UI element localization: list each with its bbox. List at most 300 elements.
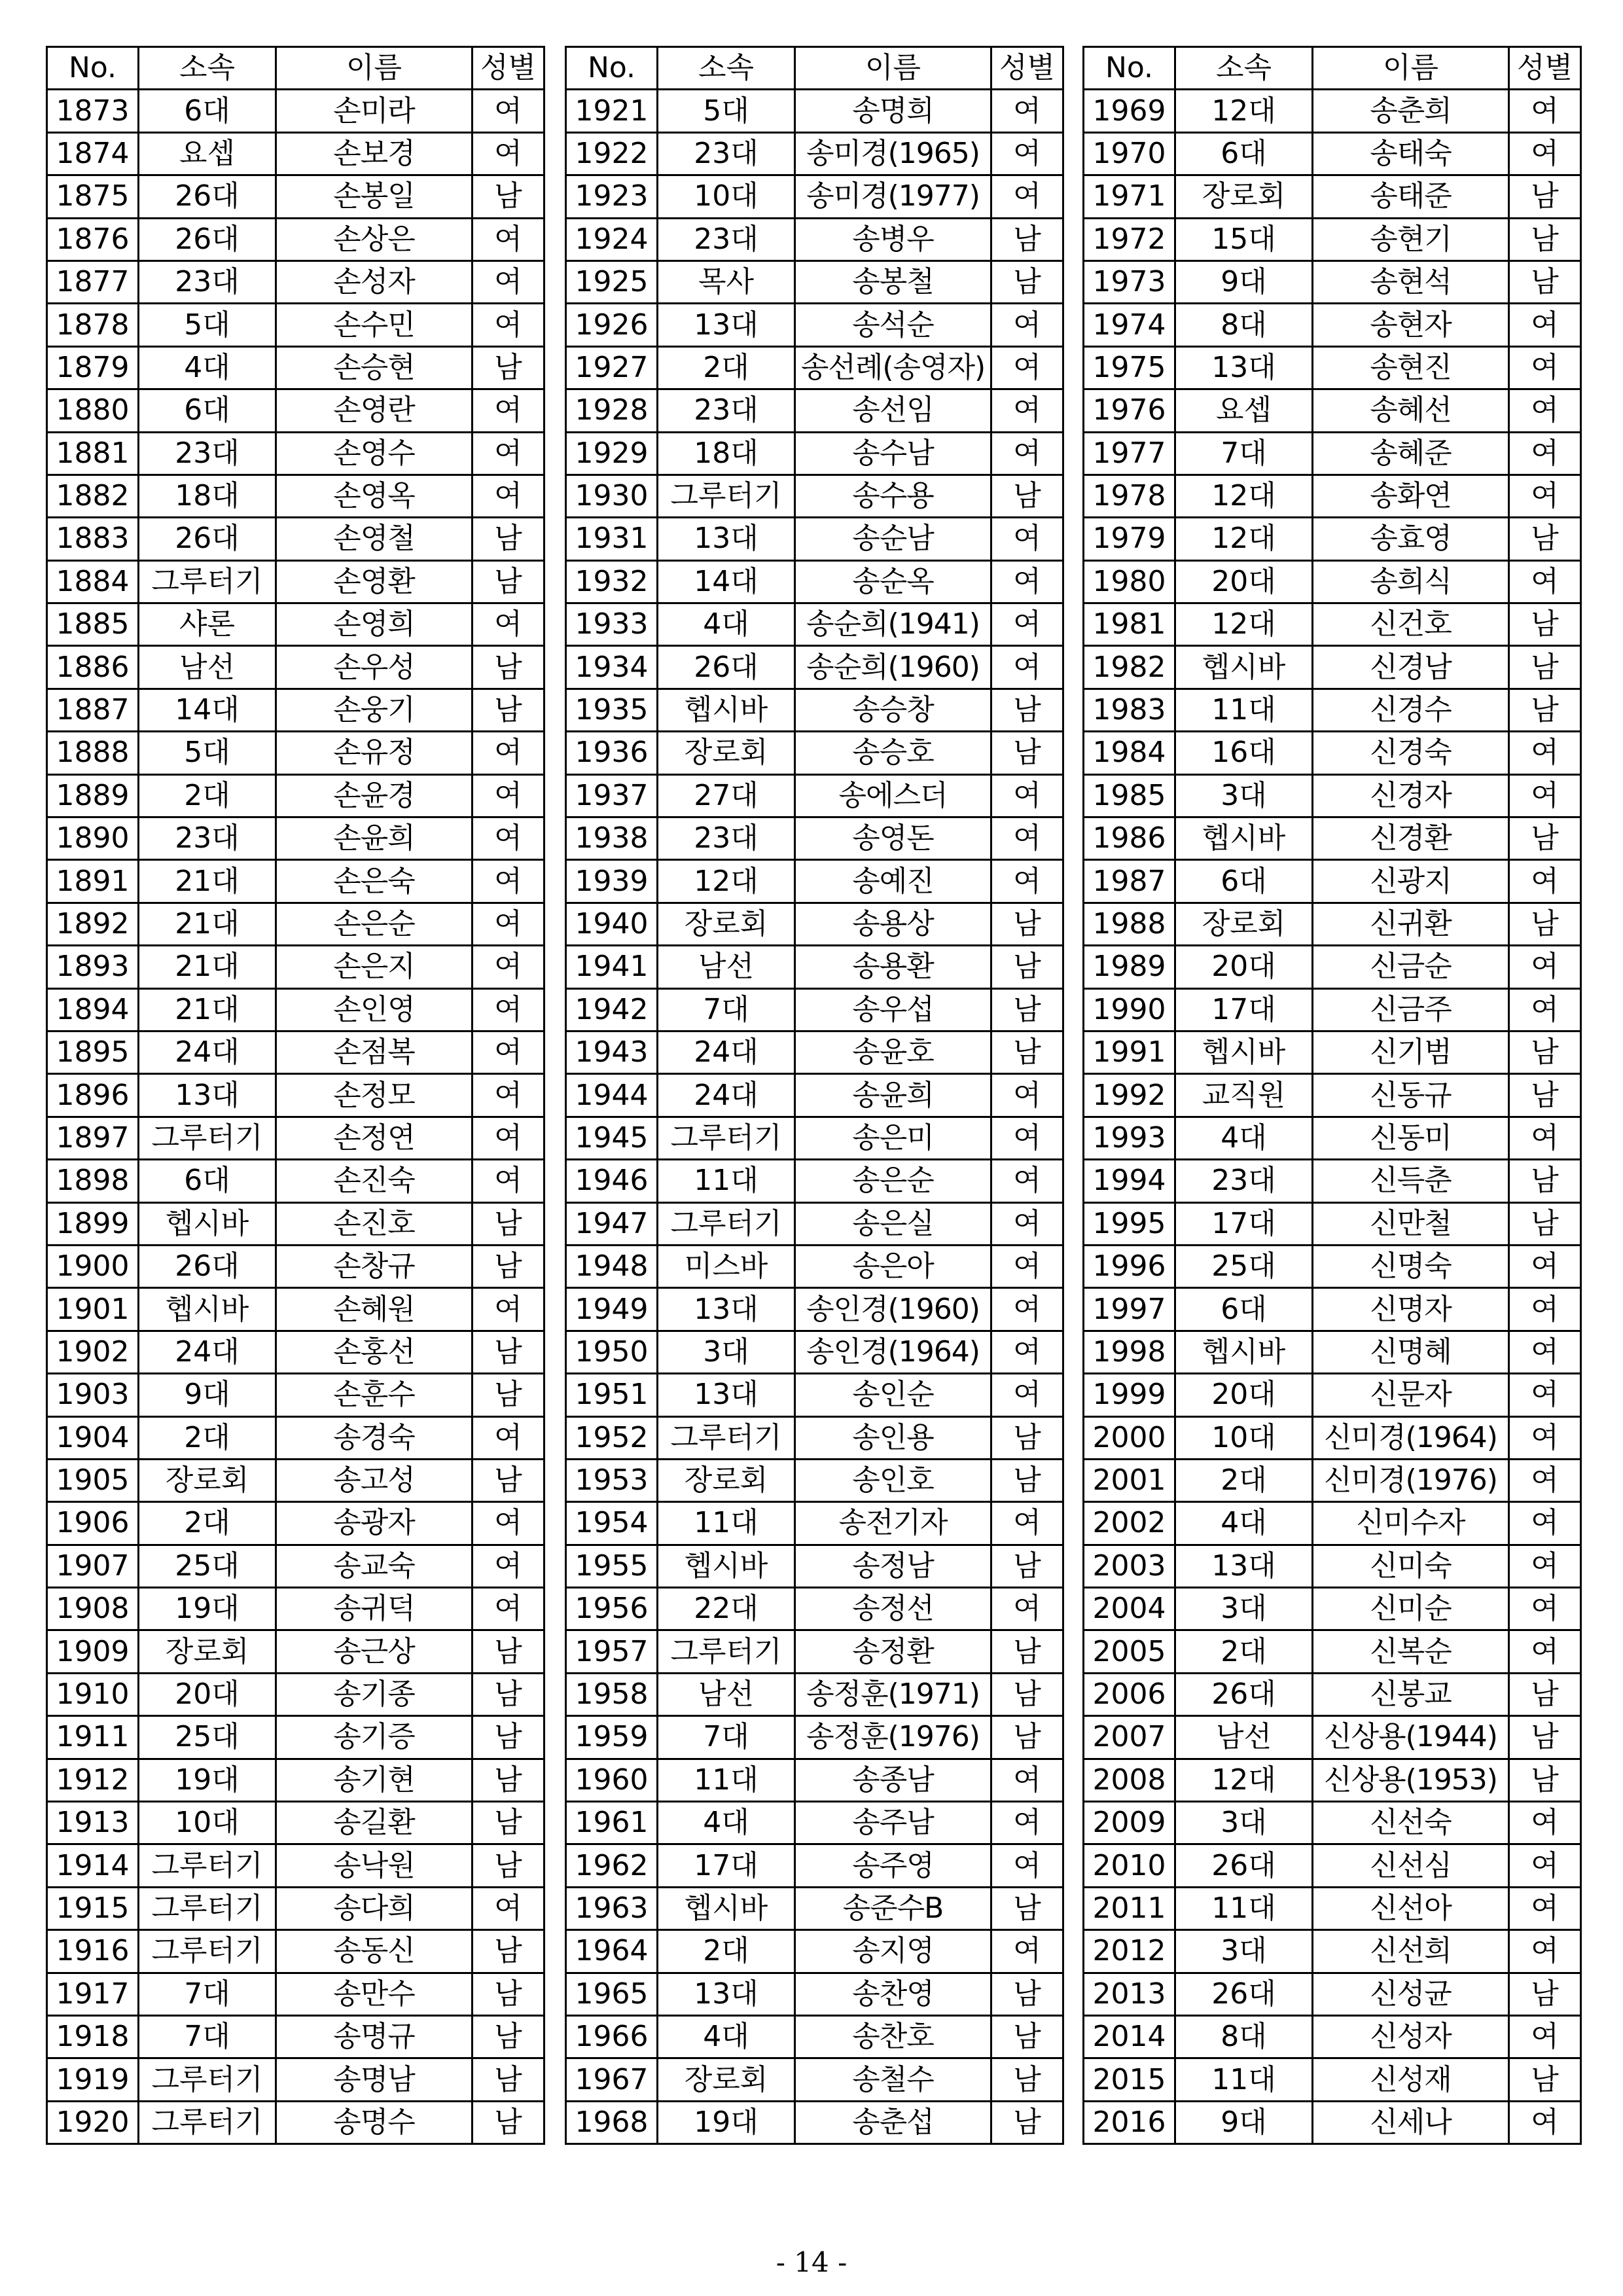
cell-no: 1894 xyxy=(47,988,139,1031)
cell-no: 1953 xyxy=(566,1459,658,1501)
cell-affiliation: 그루터기 xyxy=(658,475,795,517)
cell-name: 송동신 xyxy=(276,1930,473,1973)
table-row xyxy=(566,1374,1063,1416)
cell-no: 1963 xyxy=(566,1887,658,1929)
table-row xyxy=(566,860,1063,903)
table-row xyxy=(566,304,1063,346)
cell-affiliation: 8대 xyxy=(1175,304,1313,346)
cell-affiliation: 2대 xyxy=(658,346,795,389)
cell-name: 송근상 xyxy=(276,1630,473,1673)
cell-no: 1927 xyxy=(566,346,658,389)
cell-no: 1956 xyxy=(566,1588,658,1630)
cell-affiliation: 5대 xyxy=(139,732,276,774)
cell-affiliation: 남선 xyxy=(658,946,795,988)
cell-name: 신상용(1953) xyxy=(1313,1759,1509,1801)
cell-no: 1880 xyxy=(47,389,139,432)
cell-affiliation: 13대 xyxy=(658,1288,795,1331)
cell-no: 2003 xyxy=(1084,1545,1175,1587)
cell-no: 1979 xyxy=(1084,518,1175,560)
cell-gender: 남 xyxy=(991,988,1063,1031)
cell-no: 1942 xyxy=(566,988,658,1031)
cell-affiliation: 3대 xyxy=(658,1331,795,1373)
cell-affiliation: 18대 xyxy=(658,432,795,475)
cell-gender: 여 xyxy=(991,1930,1063,1973)
cell-affiliation: 19대 xyxy=(658,2101,795,2144)
cell-name: 손윤경 xyxy=(276,774,473,817)
cell-no: 1998 xyxy=(1084,1331,1175,1373)
cell-gender: 남 xyxy=(991,732,1063,774)
cell-name: 신성균 xyxy=(1313,1973,1509,2015)
cell-no: 2001 xyxy=(1084,1459,1175,1501)
cell-affiliation: 그루터기 xyxy=(139,1844,276,1887)
cell-affiliation: 장로회 xyxy=(139,1459,276,1501)
cell-no: 1983 xyxy=(1084,689,1175,731)
cell-name: 신미순 xyxy=(1313,1588,1509,1630)
cell-gender: 여 xyxy=(991,432,1063,475)
cell-name: 손영란 xyxy=(276,389,473,432)
cell-affiliation: 12대 xyxy=(658,860,795,903)
table-row xyxy=(47,518,544,560)
cell-no: 1950 xyxy=(566,1331,658,1373)
cell-name: 송승호 xyxy=(795,732,991,774)
cell-gender: 남 xyxy=(473,1459,544,1501)
table-row xyxy=(566,1673,1063,1715)
cell-gender: 남 xyxy=(991,1459,1063,1501)
cell-affiliation: 13대 xyxy=(658,304,795,346)
table-row xyxy=(47,2058,544,2101)
cell-no: 1928 xyxy=(566,389,658,432)
cell-gender: 남 xyxy=(473,560,544,603)
cell-no: 1903 xyxy=(47,1374,139,1416)
cell-gender: 여 xyxy=(991,860,1063,903)
cell-no: 1939 xyxy=(566,860,658,903)
cell-gender: 여 xyxy=(1509,1331,1581,1373)
table-row xyxy=(47,1759,544,1801)
cell-no: 2013 xyxy=(1084,1973,1175,2015)
cell-affiliation: 13대 xyxy=(658,1374,795,1416)
cell-name: 신선아 xyxy=(1313,1887,1509,1929)
cell-affiliation: 3대 xyxy=(1175,1802,1313,1844)
cell-affiliation: 23대 xyxy=(1175,1160,1313,1202)
table-row xyxy=(47,1887,544,1929)
cell-affiliation: 22대 xyxy=(658,1588,795,1630)
table-row xyxy=(47,1374,544,1416)
table-row xyxy=(1084,1245,1581,1287)
cell-affiliation: 23대 xyxy=(139,817,276,860)
cell-name: 손은지 xyxy=(276,946,473,988)
cell-gender: 남 xyxy=(473,1759,544,1801)
table-row xyxy=(47,946,544,988)
cell-name: 송교숙 xyxy=(276,1545,473,1587)
cell-no: 1962 xyxy=(566,1844,658,1887)
cell-gender: 여 xyxy=(1509,774,1581,817)
table-row xyxy=(566,1973,1063,2015)
cell-no: 1932 xyxy=(566,560,658,603)
cell-affiliation: 23대 xyxy=(658,817,795,860)
cell-affiliation: 10대 xyxy=(139,1802,276,1844)
cell-no: 2012 xyxy=(1084,1930,1175,1973)
cell-gender: 여 xyxy=(473,946,544,988)
cell-name: 신미경(1976) xyxy=(1313,1459,1509,1501)
cell-name: 신경숙 xyxy=(1313,732,1509,774)
cell-affiliation: 17대 xyxy=(1175,988,1313,1031)
cell-affiliation: 2대 xyxy=(1175,1630,1313,1673)
table-row xyxy=(566,1245,1063,1287)
table-row xyxy=(1084,1716,1581,1759)
table-row xyxy=(1084,774,1581,817)
cell-name: 송현기 xyxy=(1313,218,1509,260)
cell-no: 1909 xyxy=(47,1630,139,1673)
cell-affiliation: 13대 xyxy=(658,1973,795,2015)
cell-affiliation: 21대 xyxy=(139,903,276,945)
cell-no: 2014 xyxy=(1084,2015,1175,2058)
cell-affiliation: 남선 xyxy=(1175,1716,1313,1759)
table-row xyxy=(47,603,544,646)
cell-affiliation: 6대 xyxy=(1175,860,1313,903)
table-row xyxy=(47,1031,544,1073)
cell-affiliation: 3대 xyxy=(1175,1588,1313,1630)
cell-gender: 여 xyxy=(991,1588,1063,1630)
cell-gender: 여 xyxy=(1509,1887,1581,1929)
table-row xyxy=(1084,860,1581,903)
cell-gender: 여 xyxy=(991,1759,1063,1801)
cell-name: 송윤희 xyxy=(795,1074,991,1117)
cell-affiliation: 4대 xyxy=(658,603,795,646)
cell-no: 1910 xyxy=(47,1673,139,1715)
cell-name: 신득춘 xyxy=(1313,1160,1509,1202)
table-row xyxy=(566,346,1063,389)
cell-affiliation: 헵시바 xyxy=(139,1288,276,1331)
cell-gender: 남 xyxy=(473,1930,544,1973)
cell-no: 1952 xyxy=(566,1416,658,1459)
cell-affiliation: 장로회 xyxy=(1175,175,1313,218)
cell-name: 송기현 xyxy=(276,1759,473,1801)
cell-no: 1976 xyxy=(1084,389,1175,432)
cell-gender: 남 xyxy=(473,2101,544,2144)
table-row xyxy=(1084,646,1581,689)
cell-no: 1915 xyxy=(47,1887,139,1929)
cell-name: 송은아 xyxy=(795,1245,991,1287)
cell-gender: 여 xyxy=(1509,1374,1581,1416)
table-row xyxy=(47,1973,544,2015)
cell-affiliation: 12대 xyxy=(1175,475,1313,517)
cell-gender: 남 xyxy=(1509,689,1581,731)
table-row xyxy=(566,260,1063,303)
header-affiliation: 소속 xyxy=(658,47,795,90)
cell-no: 1875 xyxy=(47,175,139,218)
cell-name: 송병우 xyxy=(795,218,991,260)
cell-affiliation: 그루터기 xyxy=(139,1887,276,1929)
cell-no: 2002 xyxy=(1084,1502,1175,1545)
table-row xyxy=(566,1930,1063,1973)
cell-affiliation: 5대 xyxy=(658,90,795,132)
cell-name: 손창규 xyxy=(276,1245,473,1287)
cell-gender: 여 xyxy=(473,1288,544,1331)
cell-name: 송정훈(1976) xyxy=(795,1716,991,1759)
cell-name: 송지영 xyxy=(795,1930,991,1973)
cell-no: 1938 xyxy=(566,817,658,860)
header-gender: 성별 xyxy=(991,47,1063,90)
cell-name: 손미라 xyxy=(276,90,473,132)
roster-table-3 xyxy=(1082,46,1582,2145)
cell-name: 신미숙 xyxy=(1313,1545,1509,1587)
cell-name: 손영희 xyxy=(276,603,473,646)
cell-name: 신만철 xyxy=(1313,1202,1509,1245)
table-row xyxy=(47,689,544,731)
table-row xyxy=(566,817,1063,860)
table-row xyxy=(47,1117,544,1159)
cell-name: 신귀환 xyxy=(1313,903,1509,945)
cell-no: 1943 xyxy=(566,1031,658,1073)
table-row xyxy=(1084,1887,1581,1929)
cell-name: 손유정 xyxy=(276,732,473,774)
cell-affiliation: 17대 xyxy=(1175,1202,1313,1245)
cell-affiliation: 7대 xyxy=(139,1973,276,2015)
cell-affiliation: 장로회 xyxy=(658,2058,795,2101)
table-row xyxy=(47,903,544,945)
cell-affiliation: 23대 xyxy=(658,218,795,260)
cell-no: 1921 xyxy=(566,90,658,132)
cell-affiliation: 11대 xyxy=(658,1759,795,1801)
header-name: 이름 xyxy=(276,47,473,90)
table-row xyxy=(47,304,544,346)
cell-no: 1895 xyxy=(47,1031,139,1073)
cell-gender: 남 xyxy=(473,2015,544,2058)
table-row xyxy=(566,90,1063,132)
table-row xyxy=(566,175,1063,218)
cell-no: 1886 xyxy=(47,646,139,689)
cell-affiliation: 6대 xyxy=(1175,1288,1313,1331)
cell-affiliation: 6대 xyxy=(139,90,276,132)
cell-affiliation: 12대 xyxy=(1175,603,1313,646)
table-row xyxy=(47,774,544,817)
table-row xyxy=(1084,988,1581,1031)
table-row xyxy=(1084,1117,1581,1159)
cell-gender: 여 xyxy=(1509,1245,1581,1287)
cell-no: 1959 xyxy=(566,1716,658,1759)
table-row xyxy=(47,1288,544,1331)
cell-name: 손훈수 xyxy=(276,1374,473,1416)
table-row xyxy=(1084,1331,1581,1373)
cell-no: 1926 xyxy=(566,304,658,346)
table-row xyxy=(566,988,1063,1031)
table-row xyxy=(1084,946,1581,988)
cell-no: 1966 xyxy=(566,2015,658,2058)
cell-affiliation: 헵시바 xyxy=(1175,817,1313,860)
cell-no: 1920 xyxy=(47,2101,139,2144)
table-row xyxy=(566,1844,1063,1887)
cell-gender: 남 xyxy=(1509,646,1581,689)
cell-name: 신복순 xyxy=(1313,1630,1509,1673)
cell-gender: 남 xyxy=(991,946,1063,988)
table-row xyxy=(47,1416,544,1459)
cell-affiliation: 26대 xyxy=(1175,1973,1313,2015)
cell-name: 손혜원 xyxy=(276,1288,473,1331)
cell-gender: 여 xyxy=(473,432,544,475)
cell-gender: 남 xyxy=(991,1031,1063,1073)
cell-affiliation: 12대 xyxy=(1175,518,1313,560)
cell-affiliation: 9대 xyxy=(1175,2101,1313,2144)
cell-name: 손홍선 xyxy=(276,1331,473,1373)
cell-affiliation: 그루터기 xyxy=(658,1630,795,1673)
cell-name: 손봉일 xyxy=(276,175,473,218)
cell-affiliation: 4대 xyxy=(1175,1502,1313,1545)
table-row xyxy=(566,603,1063,646)
table-row xyxy=(1084,1031,1581,1073)
header-row xyxy=(1084,47,1581,90)
cell-gender: 여 xyxy=(473,132,544,175)
table-row xyxy=(1084,560,1581,603)
header-gender: 성별 xyxy=(473,47,544,90)
cell-no: 1996 xyxy=(1084,1245,1175,1287)
table-row xyxy=(566,1202,1063,1245)
cell-no: 2006 xyxy=(1084,1673,1175,1715)
cell-gender: 남 xyxy=(991,1716,1063,1759)
cell-affiliation: 2대 xyxy=(1175,1459,1313,1501)
cell-no: 1957 xyxy=(566,1630,658,1673)
cell-name: 송인순 xyxy=(795,1374,991,1416)
cell-gender: 남 xyxy=(473,518,544,560)
table-row xyxy=(47,1716,544,1759)
cell-no: 1912 xyxy=(47,1759,139,1801)
cell-gender: 여 xyxy=(1509,1630,1581,1673)
cell-gender: 남 xyxy=(473,1802,544,1844)
cell-gender: 여 xyxy=(473,1502,544,1545)
cell-no: 1937 xyxy=(566,774,658,817)
cell-no: 1877 xyxy=(47,260,139,303)
table-row xyxy=(566,1074,1063,1117)
table-row xyxy=(566,1288,1063,1331)
table-row xyxy=(566,132,1063,175)
cell-no: 1896 xyxy=(47,1074,139,1117)
cell-affiliation: 26대 xyxy=(1175,1673,1313,1715)
cell-name: 송현석 xyxy=(1313,260,1509,303)
cell-affiliation: 10대 xyxy=(1175,1416,1313,1459)
cell-no: 1969 xyxy=(1084,90,1175,132)
header-row xyxy=(47,47,544,90)
cell-gender: 여 xyxy=(1509,1416,1581,1459)
cell-name: 손정연 xyxy=(276,1117,473,1159)
table-row xyxy=(47,817,544,860)
cell-name: 송주영 xyxy=(795,1844,991,1887)
cell-affiliation: 7대 xyxy=(139,2015,276,2058)
table-row xyxy=(566,1117,1063,1159)
cell-no: 1925 xyxy=(566,260,658,303)
cell-gender: 여 xyxy=(991,389,1063,432)
cell-name: 신명혜 xyxy=(1313,1331,1509,1373)
cell-gender: 남 xyxy=(1509,1202,1581,1245)
cell-no: 1878 xyxy=(47,304,139,346)
table-row xyxy=(47,1331,544,1373)
cell-affiliation: 2대 xyxy=(139,1502,276,1545)
cell-no: 1944 xyxy=(566,1074,658,1117)
cell-no: 1948 xyxy=(566,1245,658,1287)
table-row xyxy=(1084,1160,1581,1202)
cell-affiliation: 장로회 xyxy=(658,1459,795,1501)
table-row xyxy=(47,389,544,432)
header-no: No. xyxy=(47,47,139,90)
cell-name: 송순남 xyxy=(795,518,991,560)
cell-no: 2000 xyxy=(1084,1416,1175,1459)
cell-no: 1902 xyxy=(47,1331,139,1373)
cell-gender: 여 xyxy=(991,132,1063,175)
cell-gender: 남 xyxy=(1509,518,1581,560)
cell-no: 1879 xyxy=(47,346,139,389)
cell-gender: 여 xyxy=(991,1202,1063,1245)
cell-name: 송수용 xyxy=(795,475,991,517)
cell-no: 1922 xyxy=(566,132,658,175)
cell-name: 송효영 xyxy=(1313,518,1509,560)
cell-name: 송길환 xyxy=(276,1802,473,1844)
table-row xyxy=(566,389,1063,432)
cell-no: 1970 xyxy=(1084,132,1175,175)
table-row xyxy=(566,2015,1063,2058)
table-row xyxy=(566,732,1063,774)
cell-gender: 남 xyxy=(473,1630,544,1673)
cell-affiliation: 24대 xyxy=(658,1031,795,1073)
cell-affiliation: 샤론 xyxy=(139,603,276,646)
cell-gender: 여 xyxy=(991,1502,1063,1545)
cell-name: 손진호 xyxy=(276,1202,473,1245)
cell-gender: 남 xyxy=(473,1673,544,1715)
table-row xyxy=(47,1630,544,1673)
cell-gender: 여 xyxy=(991,518,1063,560)
cell-no: 1981 xyxy=(1084,603,1175,646)
cell-gender: 남 xyxy=(991,260,1063,303)
table-row xyxy=(1084,175,1581,218)
cell-name: 신성재 xyxy=(1313,2058,1509,2101)
cell-gender: 남 xyxy=(1509,1160,1581,1202)
table-row xyxy=(47,218,544,260)
cell-name: 송은실 xyxy=(795,1202,991,1245)
cell-affiliation: 4대 xyxy=(658,2015,795,2058)
cell-name: 송정선 xyxy=(795,1588,991,1630)
cell-no: 1986 xyxy=(1084,817,1175,860)
cell-gender: 여 xyxy=(1509,432,1581,475)
cell-no: 1935 xyxy=(566,689,658,731)
cell-gender: 남 xyxy=(473,1331,544,1373)
table-row xyxy=(1084,1802,1581,1844)
cell-affiliation: 11대 xyxy=(1175,689,1313,731)
cell-affiliation: 2대 xyxy=(139,1416,276,1459)
cell-gender: 여 xyxy=(1509,946,1581,988)
cell-name: 송현자 xyxy=(1313,304,1509,346)
cell-no: 1929 xyxy=(566,432,658,475)
table-row xyxy=(1084,1202,1581,1245)
table-row xyxy=(1084,1588,1581,1630)
table-row xyxy=(1084,518,1581,560)
table-row xyxy=(1084,1288,1581,1331)
table-row xyxy=(47,560,544,603)
cell-gender: 여 xyxy=(1509,1502,1581,1545)
cell-no: 1874 xyxy=(47,132,139,175)
cell-no: 1980 xyxy=(1084,560,1175,603)
cell-name: 신선심 xyxy=(1313,1844,1509,1887)
table-row xyxy=(1084,817,1581,860)
cell-name: 신경수 xyxy=(1313,689,1509,731)
cell-no: 1892 xyxy=(47,903,139,945)
table-row xyxy=(566,2101,1063,2144)
cell-gender: 여 xyxy=(473,603,544,646)
cell-gender: 남 xyxy=(473,1716,544,1759)
cell-no: 1961 xyxy=(566,1802,658,1844)
cell-gender: 여 xyxy=(991,1844,1063,1887)
cell-no: 1941 xyxy=(566,946,658,988)
cell-gender: 남 xyxy=(473,1245,544,1287)
cell-no: 1899 xyxy=(47,1202,139,1245)
cell-name: 송정환 xyxy=(795,1630,991,1673)
cell-affiliation: 3대 xyxy=(1175,1930,1313,1973)
